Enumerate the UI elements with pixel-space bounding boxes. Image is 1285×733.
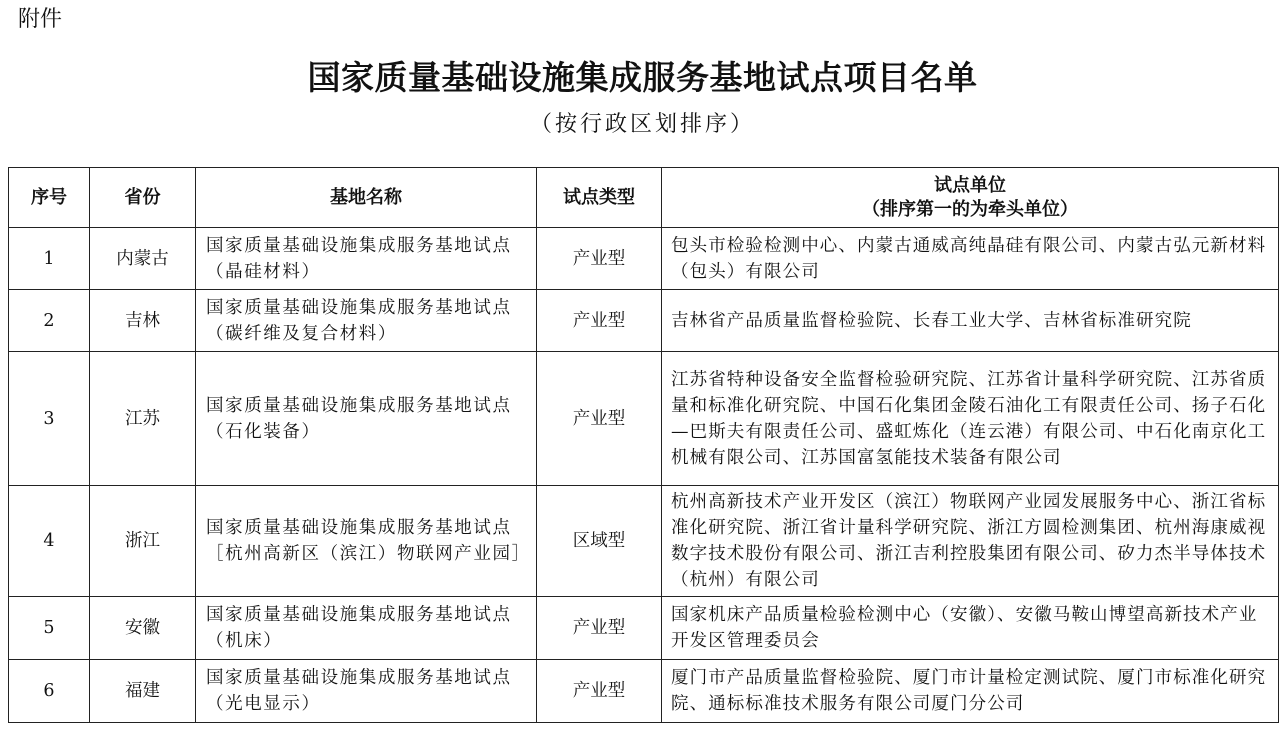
- row-pilot-units: 吉林省产品质量监督检验院、长春工业大学、吉林省标准研究院: [662, 290, 1279, 352]
- row-pilot-units: 国家机床产品质量检验检测中心（安徽）、安徽马鞍山博望高新技术产业开发区管理委员会: [662, 597, 1279, 660]
- row-pilot-units: 江苏省特种设备安全监督检验研究院、江苏省计量科学研究院、江苏省质量和标准化研究院、中国石化集团金陵石油化工有限责任公司、扬子石化—巴斯夫有限责任公司、盛虹炼化（连云港）有限公司、中石化南京化工机械有限公司、江苏国富氢能技术装备有限公司: [662, 352, 1279, 486]
- document-subtitle: （按行政区划排序）: [529, 112, 755, 137]
- row-index: 5: [9, 597, 90, 660]
- table-row: [9, 660, 1279, 723]
- row-base-name: 国家质量基础设施集成服务基地试点（石化装备）: [196, 352, 537, 486]
- row-pilot-type: 产业型: [537, 597, 662, 660]
- row-index: 2: [9, 290, 90, 352]
- table-row: [9, 228, 1279, 290]
- row-province: 江苏: [90, 352, 196, 486]
- table-row: [9, 597, 1279, 660]
- row-province: 浙江: [90, 486, 196, 597]
- attachment-label: 附件: [18, 7, 63, 32]
- row-pilot-type: 产业型: [537, 660, 662, 723]
- header-index: 序号: [9, 168, 90, 228]
- row-province: 吉林: [90, 290, 196, 352]
- row-pilot-type: 产业型: [537, 352, 662, 486]
- header-units-title: 试点单位: [934, 174, 1006, 196]
- row-index: 3: [9, 352, 90, 486]
- row-province: 安徽: [90, 597, 196, 660]
- row-index: 1: [9, 228, 90, 290]
- header-pilot-units: [662, 168, 1279, 228]
- table-row: [9, 352, 1279, 486]
- row-base-name: 国家质量基础设施集成服务基地试点（光电显示）: [196, 660, 537, 723]
- row-base-name: 国家质量基础设施集成服务基地试点（晶硅材料）: [196, 228, 537, 290]
- row-base-name: 国家质量基础设施集成服务基地试点［杭州高新区（滨江）物联网产业园］: [196, 486, 537, 597]
- document-title: 国家质量基础设施集成服务基地试点项目名单: [307, 58, 978, 97]
- row-pilot-type: 产业型: [537, 228, 662, 290]
- row-province: 内蒙古: [90, 228, 196, 290]
- row-pilot-type: 区域型: [537, 486, 662, 597]
- row-index: 4: [9, 486, 90, 597]
- header-base-name: 基地名称: [196, 168, 537, 228]
- row-province: 福建: [90, 660, 196, 723]
- header-units-note: （排序第一的为牵头单位）: [862, 198, 1078, 220]
- pilot-project-table: [8, 167, 1279, 723]
- header-province: 省份: [90, 168, 196, 228]
- row-pilot-units: 杭州高新技术产业开发区（滨江）物联网产业园发展服务中心、浙江省标准化研究院、浙江省计量科学研究院、浙江方圆检测集团、杭州海康威视数字技术股份有限公司、浙江吉利控股集团有限公司、矽力杰半导体技术（杭州）有限公司: [662, 486, 1279, 597]
- table-row: [9, 486, 1279, 597]
- header-pilot-type: 试点类型: [537, 168, 662, 228]
- row-pilot-type: 产业型: [537, 290, 662, 352]
- row-pilot-units: 厦门市产品质量监督检验院、厦门市计量检定测试院、厦门市标准化研究院、通标标准技术服务有限公司厦门分公司: [662, 660, 1279, 723]
- row-index: 6: [9, 660, 90, 723]
- table-header-row: [9, 168, 1279, 228]
- row-pilot-units: 包头市检验检测中心、内蒙古通威高纯晶硅有限公司、内蒙古弘元新材料（包头）有限公司: [662, 228, 1279, 290]
- table-row: [9, 290, 1279, 352]
- row-base-name: 国家质量基础设施集成服务基地试点（机床）: [196, 597, 537, 660]
- row-base-name: 国家质量基础设施集成服务基地试点（碳纤维及复合材料）: [196, 290, 537, 352]
